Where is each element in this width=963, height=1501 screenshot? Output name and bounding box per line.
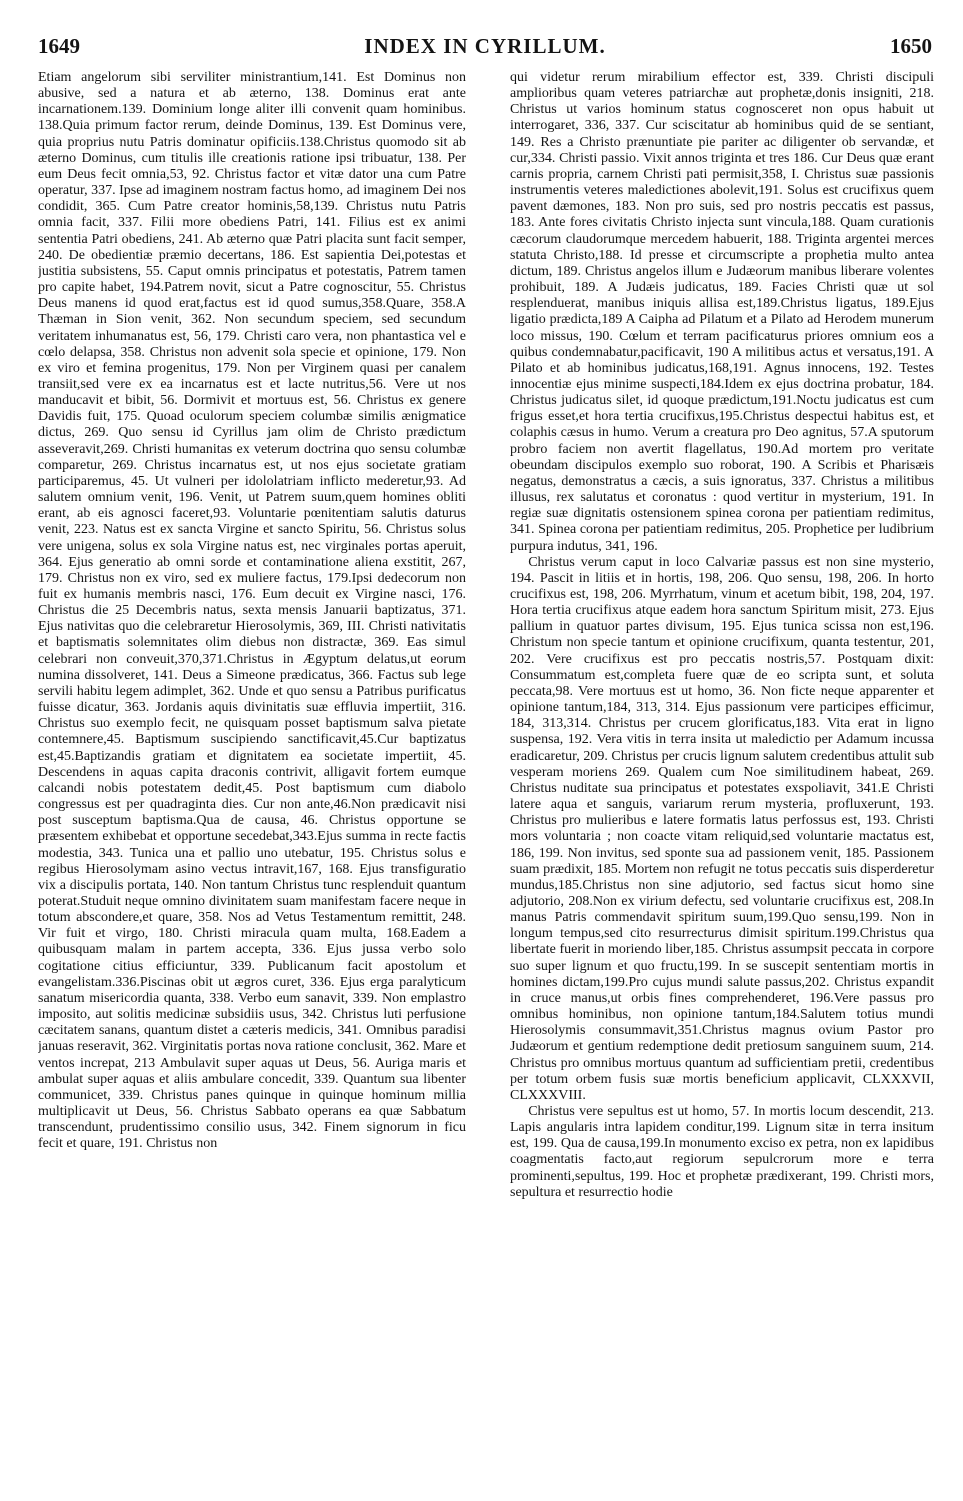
paragraph: Christus vere sepultus est ut homo, 57. In mortis locum descendit, 213. Lapis angularis intra lapidem conditur,199. Lignum sitæ in terra insitum est, 199. Qua de causa,199.In monumento exciso ex petra, non ex lapidibus coagmentatis facto,aut regiorum sepulcrorum more e terra prominenti,sepultus, 199. Hoc et prophetæ prædixerant, 199. Christi mors, sepultura et resurrectio hodie — [510, 1104, 934, 1200]
paragraph: Christus verum caput in loco Calvariæ passus est non sine mysterio, 194. Pascit in litiis et in hortis, 198, 206. Quo sensu, 198, 206. In horto crucifixus est, 198, 206. Myrrhatum, vinum et acetum bibit, 198, 204, 197. Hora tertia crucifixus atque eadem hora sanctum Spiritum misit, 273. Ejus pallium in quatuor partes divisum, 195. Ejus tunica scissa non est,196. Christum non specie tantum et opinione crucifixum, quanta testentur, 201, 202. Vere crucifixus est pro peccatis nostris,57. Postquam dixit: Consummatum est,completa fuere quæ de eo scripta sunt, et soluta peccata,98. Vere mortuus est ut homo, 36. Non ficte neque apparenter et opinione tantum,184, 313, 314. Ejus passionum vere participes efficimur, 184, 313,314. Christus per crucem glorificatus,183. Vita erat in ligno suspensa, 192. Vera vitis in terra insita ut maledictio per Adamum incussa eradicaretur, 209. Christus per crucis lignum salutem credentibus attulit sub vesperam moriens 269. Qualem cum Noe similitudinem habeat, 269. Christus nuditate sua principatus et potestates exspoliavit, 341.E Christi latere aqua et sanguis, variarum rerum mysteria, profluxerunt, 193. Christus pro mulieribus e latere formatis latus perfossus est, 193. Christi mors voluntaria ; non coacte vitam reliquid,sed voluntarie mactatus est, 186, 199. Non invitus, sed sponte sua ad passionem venit, 185. Passionem suam prædixit, 185. Mortem non refugit ne totus peccatis suis disperderetur mundus,185.Christus non sine adjutorio, sed factus sicut homo sine adjutorio, 208.Non ex virium defectu, sed voluntarie crucifixus est, 208.In manus Patris commendavit spiritum suum,199.Quo sensu,199. Non in longum tempus,sed cito resurrecturus dimisit spiritum.199.Christus qua libertate fuerit in moriendo liber,185. Christus assumpsit peccata in corpore suo super lignum et quo fructu,199. In se suscepit sententiam mortis in homines dictam,199.Pro cujus mundi salute passus,202. Christus expandit in cruce manus,ut orbis fines comprehenderet, 196.Vere passus pro omnibus hominibus, non opinione tantum,184.Salutem totius mundi Hierosolymis consummavit,351.Christus magnus ovium Pastor pro Judæorum et gentium redemptione dedit pretiosum sanguinem suum, 214. Christus pro omnibus mortuus quantum ad sufficientiam pretii, credentibus per totum orbem fusis suæ mortis beneficium applicavit, CLXXXVII, CLXXXVIII. — [510, 554, 934, 1103]
left-text-column — [38, 70, 466, 1495]
page-title: INDEX IN CYRILLUM. — [364, 34, 606, 58]
right-text-column — [510, 70, 934, 1495]
page-number-left: 1649 — [38, 34, 80, 58]
paragraph: qui videtur rerum mirabilium effector est, 339. Christi discipuli amplioribus quam veteres patriarchæ aut prophetæ,donis insigniti, 218. Christus ut varios hominum status cognosceret non opus habuit ut interrogaret, 336, 337. Cur sciscitatur ab hominibus quid de se sentiant, 149. Res a Christo prænuntiate pie pariter ac diligenter ob servandæ, et cur,334. Christi passio. Vixit annos triginta et tres 186. Cur Deus quæ erant carnis propria, carnem Christi pati permisit,358, I. Christus suæ passionis instrumentis veteres maledictiones abolevit,191. Solus est crucifixus quem pavent dæmones, 183. Non pro suis, sed pro nostris peccatis est passus, 183. Ante fores civitatis Christo injecta sunt vincula,188. Quam curationis cæcorum claudorumque mercedem habuerit, 188. Triginta argentei merces statuta Christo,188. Id presse et circumscripte a prophetia multo antea dictum, 189. Christus angelos illum e Judæorum manibus liberare volentes prohibuit, 189. A Judæis judicatus, 189. Facies Christi quæ ut sol resplenduerat, manibus iniquis allisa est,189.Christus ligatus, 189.Ejus ligatio prædicta,189 A Caipha ad Pilatum et a Pilato ad Herodem munerum loco missus, 190. Cœlum et terram pacificaturus priores omnium eos a quibus condemnabatur,pacificavit, 190 A militibus actus et versatus,191. A Pilato et ab hominibus judicatus,168,191. Agnus innocens, 192. Testes innocentiæ ejus minime suspecti,184.Idem ex ejus doctrina probatur, 184. Christus judicatus silet, id quoque prædictum,191.Noctu judicatus est cum frigus esset,et hora tertia crucifixus,195.Christus despectui habitus est, et colaphis cæsus in humo. Verum a creatura pro Deo agnitus, 57.A sputorum probro faciem non avertit flagellatus, 190.Ad mortem pro veritate obeundam discipulos exemplo suo roborat, 190. A Scribis et Pharisæis negatus, demonstratus a cæcis, a suis ignoratus, 337. Christus a militibus illusus, rex salutatus et coronatus : quod vertitur in mysterium, 191. In regiæ suæ dignitatis ostensionem spinea corona per patientiam redimitus, 341. Spinea corona per patientiam redimitus, 205. Prophetice per ludibrium purpura indutus, 341, 196. — [510, 70, 934, 554]
running-header — [38, 34, 932, 60]
page-number-right: 1650 — [890, 34, 932, 58]
paragraph: Etiam angelorum sibi serviliter ministrantium,141. Est Dominus non abusive, sed a natura et ab æterno, 138. Dominus erat ante incarnationem.139. Dominium longe aliter illi convenit quam hominibus. 138.Quia primum factor rerum, deinde Dominus, 139. Est Dominus vere, quia proprius nutu Patris dominatur opificiis.138.Christus quomodo sit ab æterno Dominus, cum titulis ille creationis ratione ipsi tribuatur, 138. Per eum Deus fecit omnia,53, 92. Christus factor et vitæ dator una cum Patre operatur, 337. Ipse ad imaginem nostram factus homo, ad imaginem Dei nos condidit, 365. Cum Patre creator hominis,58,139. Christus nutu Patris omnia facit, 337. Filii more obediens Patri, 141. Filius est ex animi sententia Patri obediens, 241. Ab æterno quæ Patri placita sunt facit semper, 240. De obedientiæ præmio decertans, 186. Est sapientia Dei,potestas et justitia subsistens, 55. Caput omnis principatus et potestatis, Patrem tamen pro capite habet, 194.Patrem novit, sicut a Patre cognoscitur, 55. Christus Deus manens id quod erat,factus est id quod sumus,358.Quare, 358.A Thæman in Sion venit, 362. Non secundum speciem, sed secundum veritatem inhumanatus est, 56, 179. Christi caro vera, non phantastica vel e cœlo delapsa, 358. Christus non advenit sola specie et opinione, 179. Non ex viro et femina progenitus, 179. Non per Virginem quasi per canalem transiit,sed vere ex ea incarnatus est et lacte nutritus,56. Vere ut nos manducavit et bibit, 56. Dormivit et mortuus est, 56. Christus ex genere Davidis fuit, 175. Quoad oculorum speciem columbæ similis ænigmatice dictus, 269. Quo sensu id Cyrillus jam olim de Christo prædictum asseveravit,269. Christi humanitas ex veterum doctrina quo sensu columbæ comparetur, 269. Christus incarnatus est, ut nos ejus societate gratiam participaremus, 45. Ut vulneri per idololatriam inflicto mederetur,93. Ad salutem omnium venit, 196. Venit, ut Patrem suum,quem homines obliti erant, ab eis agnosci faceret,93. Voluntarie pœnitentiam salutis daturus venit, 223. Natus est ex sancta Virgine et sancto Spiritu, 56. Christus solus vere unigena, solus ex sola Virgine natus est, nec virginales portas aperuit, 364. Ejus generatio ab omni sorde et contaminatione aliena exstitit, 267, 179. Christus non ex viro, sed ex muliere factus, 179.Ipsi dedecorum non fuit ex humanis membris nasci, 176. Eum decuit ex Virgine nasci, 176. Christus die 25 Decembris natus, sexta mensis Januarii baptizatus, 371. Ejus nativitas quo die celebraretur Hierosolymis, 369, III. Christi nativitatis et baptismatis solemnitates olim diebus non distractæ, 369. Eas simul celebrari non conveuit,370,371.Christus in Ægyptum delatus,ut eorum numina dissolveret, 141. Deus a Simeone prædicatus, 366. Factus sub lege servili habitu legem adimplet, 362. Unde et quo sensu a Patribus purificatus fuisse dicatur, 363. Jordanis aquis divinitatis suæ effluvia impertiit, 316. Christus suo exemplo fecit, ne quisquam posset baptismum salva pietate contemnere,45. Baptismum suscipiendo sanctificavit,45.Cur baptizatus est,45.Baptizandis gratiam et dignitatem ea societate impertiit, 45. Descendens in aquas capita draconis contrivit, alligavit fortem eumque calcandi nobis potestatem dedit,45. Post baptismum cum diabolo congressus est per quadraginta dies. Cur non ante,46.Non prædicavit nisi post susceptum baptisma.Qua de causa, 46. Christus opportune se præsentem exhibebat et opportune secedebat,343.Ejus summa in recte factis modestia, 343. Tunica una et pallio uno utebatur, 195. Christus solus e regibus Hierosolymam asino vectus intravit,167, 168. Ejus transfiguratio vix a discipulis portata, 140. Non tantum Christus tunc resplenduit quantum poterat.Studuit neque omnino divinitatem suam manifestam facere neque in totum abscondere,et quare, 358. Nos ad Vetus Testamentum remittit, 248. Vir fuit et virgo, 180. Christi miracula quam multa, 168.Eadem a quibusquam malam in partem accepta, 336. Ejus jussa verbo solo cogitatione citius efficiuntur, 339. Publicanum facit apostolum et evangelistam.336.Piscinas obit ut ægros curet, 336. Ejus erga paralyticum sanatum misericordia quanta, 338. Verbo eum sanavit, 339. Non emplastro imposito, aut solitis medicinæ subsidiis usus, 342. Christus luti perfusione cæcitatem sanans, quantum distet a cæteris medicis, 341. Omnibus paradisi januas reseravit, 362. Virginitatis portas nova ratione conclusit, 362. Mare et ventos increpat, 213 Ambulavit super aquas ut Deus, 56. Auriga maris et ambulat super aquas et aliis ambulare concedit, 339. Quantum sua libenter communicet, 339. Christus panes quinque in quinque hominum millia multiplicavit ut Deus, 56. Christus Sabbato operans ea quæ Sabbatum transcendunt, prudentissimo consilio usus, 342. Finem signorum in ficu fecit et quare, 191. Christus non — [38, 70, 466, 1152]
